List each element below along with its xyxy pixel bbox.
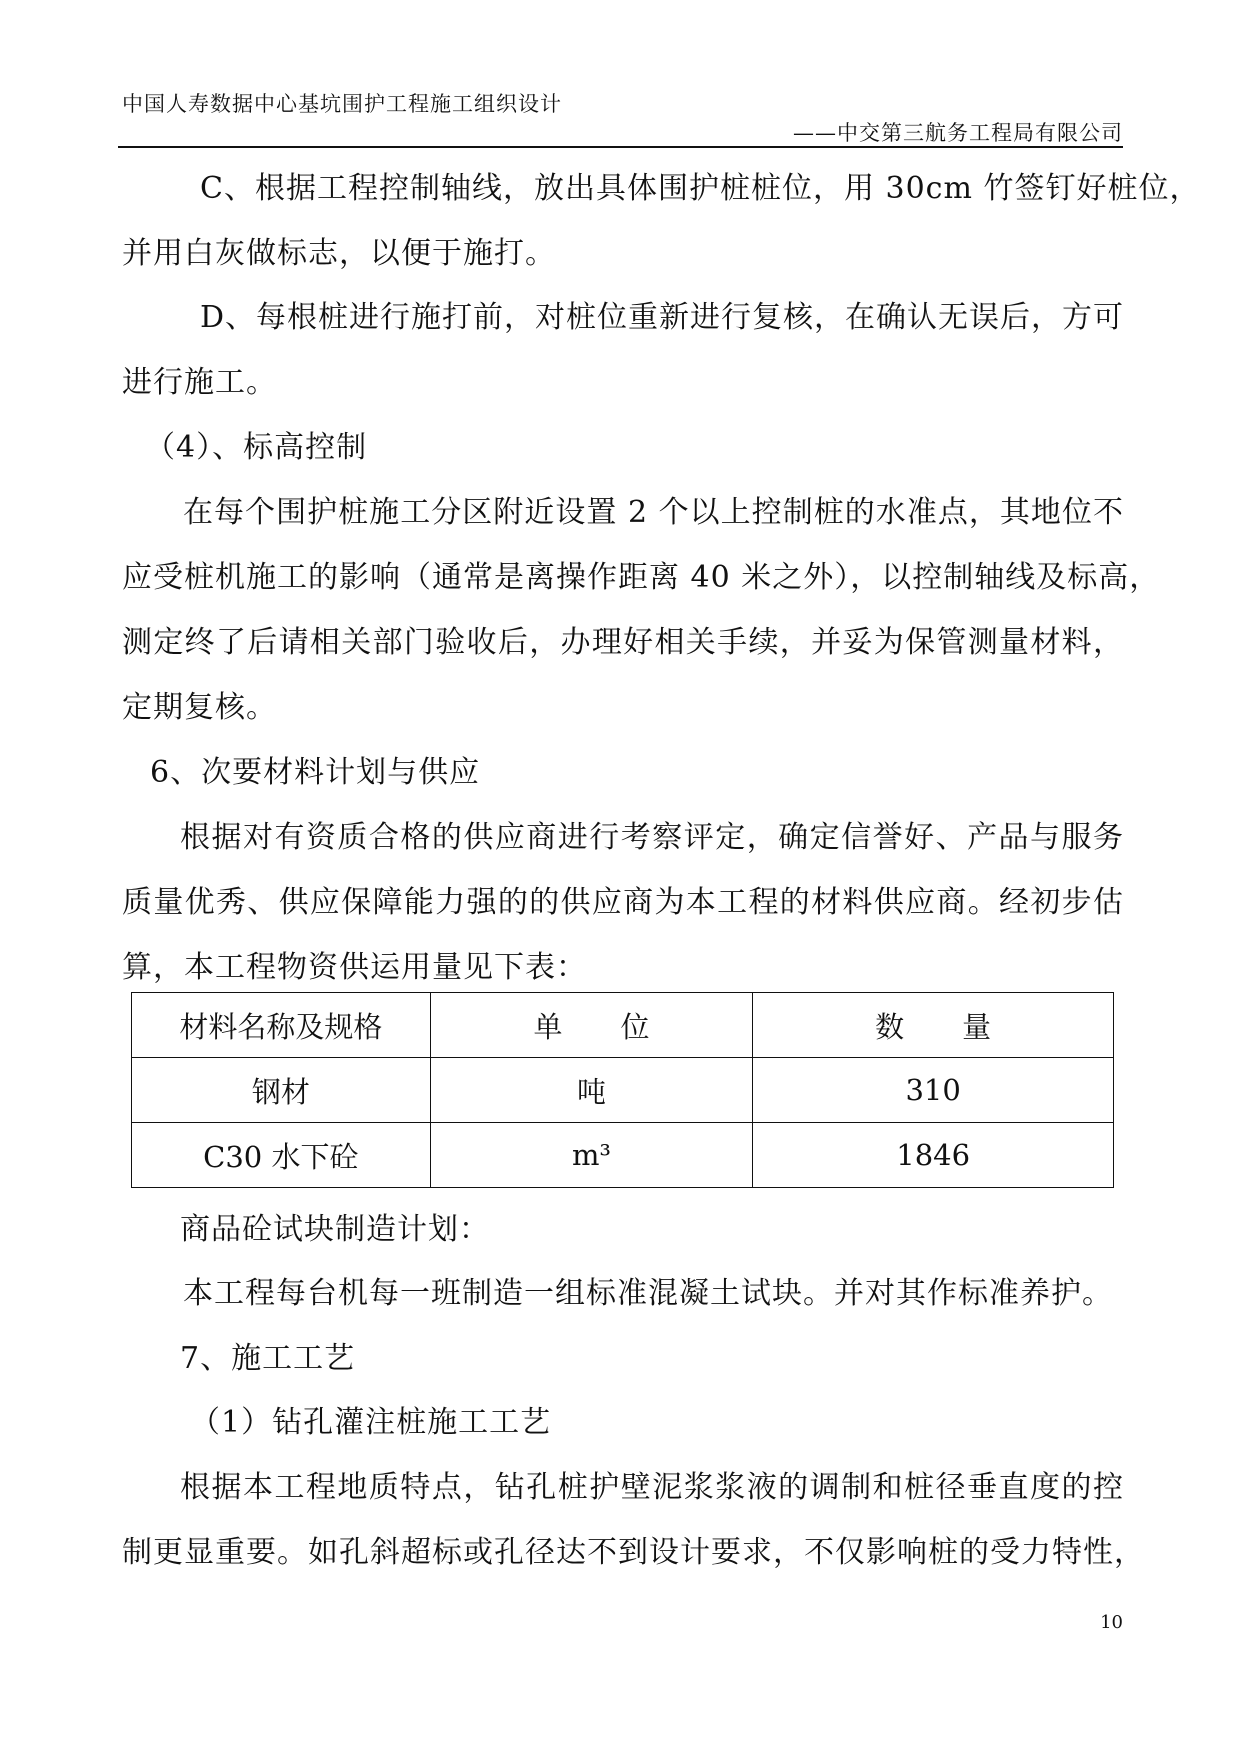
section-4-line-3: 测定终了后请相关部门验收后，办理好相关手续，并妥为保管测量材料， — [122, 625, 1124, 660]
page-number: 10 — [1100, 1612, 1123, 1633]
section-6-heading: 6、次要材料计划与供应 — [150, 755, 481, 790]
header-divider — [118, 146, 1123, 148]
table-cell: m³ — [430, 1123, 753, 1188]
table-cell: 钢材 — [132, 1058, 431, 1123]
table-cell: 310 — [753, 1058, 1114, 1123]
table-row — [132, 1123, 1114, 1188]
header-company: ——中交第三航务工程局有限公司 — [793, 121, 1123, 145]
table-header-cell: 单 位 — [430, 993, 753, 1058]
materials-table — [131, 992, 1114, 1188]
section-7-heading: 7、施工工艺 — [180, 1341, 356, 1376]
after-table-line-2: 本工程每台机每一班制造一组标准混凝土试块。并对其作标准养护。 — [183, 1276, 1113, 1311]
table-header-row — [132, 993, 1114, 1058]
header-title: 中国人寿数据中心基坑围护工程施工组织设计 — [122, 92, 562, 116]
section-7-line-1: 根据本工程地质特点，钻孔桩护壁泥浆浆液的调制和桩径垂直度的控 — [180, 1470, 1124, 1505]
table-header-cell: 数 量 — [753, 993, 1114, 1058]
paragraph-c-line-2: 并用白灰做标志，以便于施打。 — [122, 236, 556, 271]
section-4-line-1: 在每个围护桩施工分区附近设置 2 个以上控制桩的水准点，其地位不 — [183, 495, 1124, 530]
section-7-line-2: 制更显重要。如孔斜超标或孔径达不到设计要求，不仅影响桩的受力特性， — [122, 1535, 1145, 1570]
table-cell: C30 水下砼 — [132, 1123, 431, 1188]
paragraph-d-line-2: 进行施工。 — [122, 365, 277, 400]
section-7-subheading: （1）钻孔灌注桩施工工艺 — [190, 1405, 552, 1440]
table-header-cell: 材料名称及规格 — [132, 993, 431, 1058]
paragraph-c-line-1: C、根据工程控制轴线，放出具体围护桩桩位，用 30cm 竹签钉好桩位， — [200, 171, 1201, 206]
section-4-line-2: 应受桩机施工的影响（通常是离操作距离 40 米之外），以控制轴线及标高， — [122, 560, 1161, 595]
section-4-heading: （4）、标高控制 — [145, 430, 368, 465]
paragraph-d-line-1: D、每根桩进行施打前，对桩位重新进行复核，在确认无误后，方可 — [200, 300, 1125, 335]
section-6-line-3: 算，本工程物资供运用量见下表： — [122, 950, 587, 985]
section-6-line-1: 根据对有资质合格的供应商进行考察评定，确定信誉好、产品与服务 — [180, 820, 1124, 855]
table-cell: 1846 — [753, 1123, 1114, 1188]
table-row — [132, 1058, 1114, 1123]
section-4-line-4: 定期复核。 — [122, 690, 277, 725]
after-table-line-1: 商品砼试块制造计划： — [180, 1212, 490, 1247]
table-cell: 吨 — [430, 1058, 753, 1123]
section-6-line-2: 质量优秀、供应保障能力强的的供应商为本工程的材料供应商。经初步估 — [122, 885, 1124, 920]
